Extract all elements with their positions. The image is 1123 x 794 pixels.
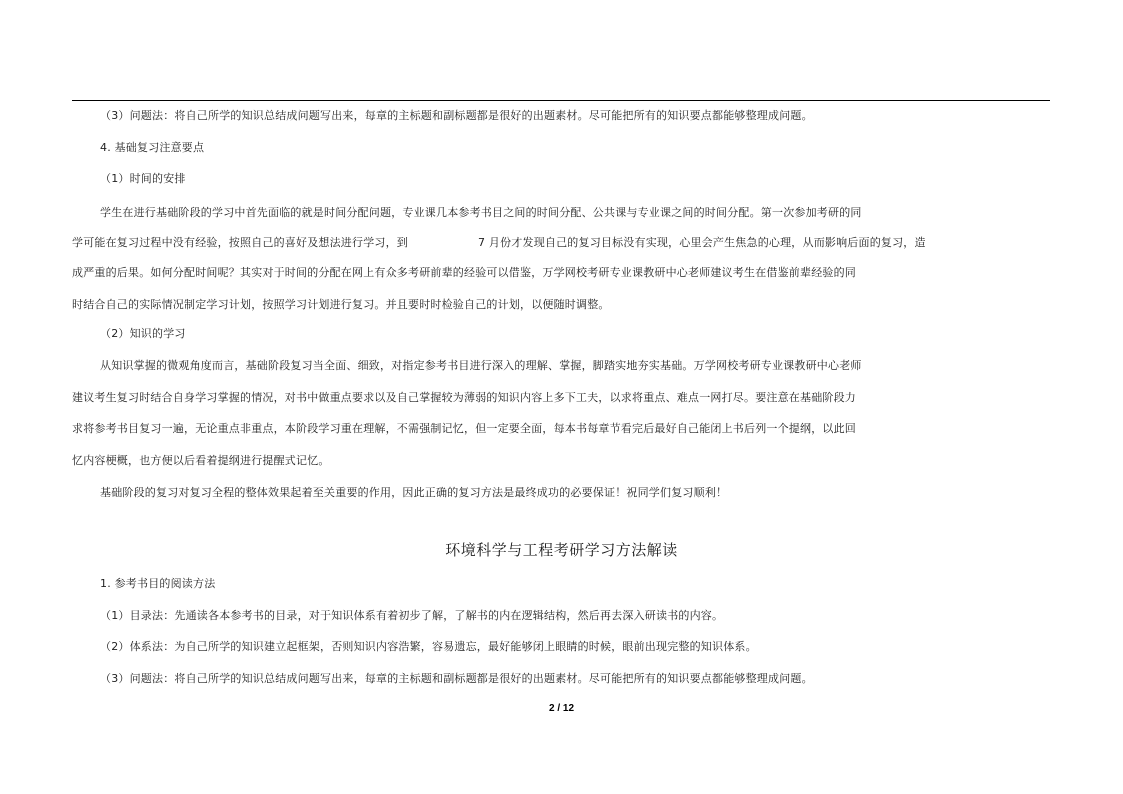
subheading-knowledge-learning: （2）知识的学习	[100, 327, 186, 340]
paragraph-question-method: （3）问题法：将自己所学的知识总结成问题写出来，每章的主标题和副标题都是很好的出题素材。尽可能把所有的知识要点都能够整理成问题。	[100, 672, 813, 685]
paragraph-line	[72, 236, 926, 250]
paragraph-line: 时结合自己的实际情况制定学习计划，按照学习计划进行复习。并且要时时检验自己的计划，以便随时调整。	[72, 298, 610, 311]
paragraph-catalog-method: （1）目录法：先通读各本参考书的目录，对于知识体系有着初步了解，了解书的内在逻辑结构，然后再去深入研读书的内容。	[100, 609, 724, 622]
paragraph-line: 忆内容梗概，也方便以后看着提纲进行提醒式记忆。	[72, 454, 330, 467]
page-number: 2 / 12	[548, 703, 575, 714]
header-rule	[72, 100, 1050, 101]
text-segment: 学可能在复习过程中没有经验，按照自己的喜好及想法进行学习，到	[72, 236, 408, 249]
paragraph-system-method: （2）体系法：为自己所学的知识建立起框架，否则知识内容浩繁，容易遗忘，最好能够闭上眼睛的时候，眼前出现完整的知识体系。	[100, 640, 757, 653]
heading-reading-methods: 1. 参考书目的阅读方法	[100, 577, 216, 590]
text-segment: 7 月份才发现自己的复习目标没有实现，心里会产生焦急的心理，从而影响后面的复习，造	[478, 236, 926, 249]
paragraph-line: 建议考生复习时结合自身学习掌握的情况，对书中做重点要求以及自己掌握较为薄弱的知识内容上多下工夫，以求将重点、难点一网打尽。要注意在基础阶段力	[72, 391, 856, 404]
paragraph-line: 求将参考书目复习一遍，无论重点非重点，本阶段学习重在理解，不需强制记忆，但一定要全面，每本书每章节看完后最好自己能闭上书后列一个提纲，以此回	[72, 422, 856, 435]
paragraph-conclusion: 基础阶段的复习对复习全程的整体效果起着至关重要的作用，因此正确的复习方法是最终成功的必要保证！祝同学们复习顺利！	[100, 486, 728, 499]
paragraph-line: 从知识掌握的微观角度而言，基础阶段复习当全面、细致，对指定参考书目进行深入的理解、掌握，脚踏实地夯实基础。万学网校考研专业课教研中心老师	[100, 359, 862, 372]
heading-basic-review-points: 4. 基础复习注意要点	[100, 141, 205, 154]
paragraph-question-method: （3）问题法：将自己所学的知识总结成问题写出来，每章的主标题和副标题都是很好的出题素材。尽可能把所有的知识要点都能够整理成问题。	[100, 109, 813, 122]
section-title: 环境科学与工程考研学习方法解读	[445, 541, 678, 559]
subheading-time-arrangement: （1）时间的安排	[100, 172, 186, 185]
paragraph-line: 学生在进行基础阶段的学习中首先面临的就是时间分配问题，专业课几本参考书目之间的时间分配、公共课与专业课之间的时间分配。第一次参加考研的同	[100, 206, 862, 219]
paragraph-line: 成严重的后果。如何分配时间呢？其实对于时间的分配在网上有众多考研前辈的经验可以借鉴，万学网校考研专业课教研中心老师建议考生在借鉴前辈经验的同	[72, 266, 856, 279]
